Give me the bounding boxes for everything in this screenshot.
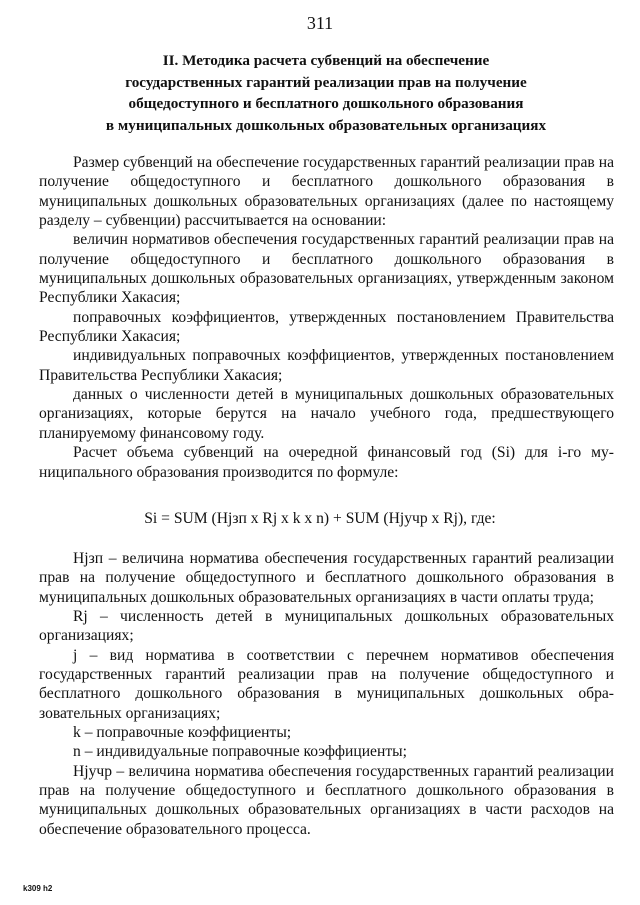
paragraph-normatives: величин нормативов обеспечения государственных гарантий реализации прав на получение общедоступного и бесплатного дошкольного образования в муниципальных дошкольных образовательных организациях, утвержденным законом Республики Хакасия;: [39, 231, 614, 307]
formula: Si = SUM (Hjзп x Rj x k x n) + SUM (Hjучр x Rj), где:: [144, 510, 496, 527]
page-number: 311: [306, 13, 334, 33]
definition-n: n – индивидуальные поправочные коэффициенты;: [73, 743, 407, 761]
body-text: [39, 153, 614, 482]
definition-j: j – вид норматива в соответствии с перечнем нормативов обеспечения государственных гарантий реализации прав на получение общедоступного и бесплатного дошкольного образования в муниципальных дошкольных образовательных организациях;: [39, 646, 614, 722]
paragraph-intro: Размер субвенций на обеспечение государственных гарантий реализации прав на получение общедоступного и бесплатного дошкольного образования в муниципальных дошкольных образовательных организациях (далее по настоящему разделу – субвенции) рассчитывается на основании:: [39, 154, 614, 230]
section-title-line: в муниципальных дошкольных образовательных организациях: [105, 116, 547, 134]
definition-hjzp: Hjзп – величина норматива обеспечения государственных гарантий реализации прав на получение общедоступного и бесплатного дошкольного образования в муниципальных дошкольных образовательных организациях в части оплаты труда;: [39, 550, 614, 606]
definition-rj: Rj – численность детей в муниципальных дошкольных образовательных организациях;: [39, 608, 614, 645]
paragraph-children-count: данных о численности детей в муниципальных дошкольных образовательных организациях, которые берутся на начало учебного года, предшествующего планируемому финансовому году.: [39, 386, 614, 442]
section-title: [40, 50, 612, 136]
paragraph-individual-coefficients: индивидуальных поправочных коэффициентов, утвержденных постановлением Правительства Республики Хакасия;: [39, 347, 614, 384]
footer-mark: k309 h2: [23, 884, 53, 893]
section-title-line: государственных гарантий реализации прав на получение: [125, 73, 527, 91]
paragraph-correction-coefficients: поправочных коэффициентов, утвержденных постановлением Правительства Республики Хакасия;: [39, 308, 614, 346]
paragraph-calculation: Расчет объема субвенций на очередной финансовый год (Si) для i-го муниципального образования производится по формуле:: [39, 444, 614, 481]
definition-k: k – поправочные коэффициенты;: [73, 724, 292, 742]
definition-hjuchr: Hjучр – величина норматива обеспечения государственных гарантий реализации прав на получение общедоступного и бесплатного дошкольного образования в муниципальных дошкольных образовательных организациях в части расходов на обеспечение образовательного процесса.: [39, 762, 614, 838]
section-title-line: II. Методика расчета субвенций на обеспечение: [162, 52, 490, 69]
definitions: [39, 549, 614, 839]
section-title-line: общедоступного и бесплатного дошкольного образования: [128, 95, 524, 113]
